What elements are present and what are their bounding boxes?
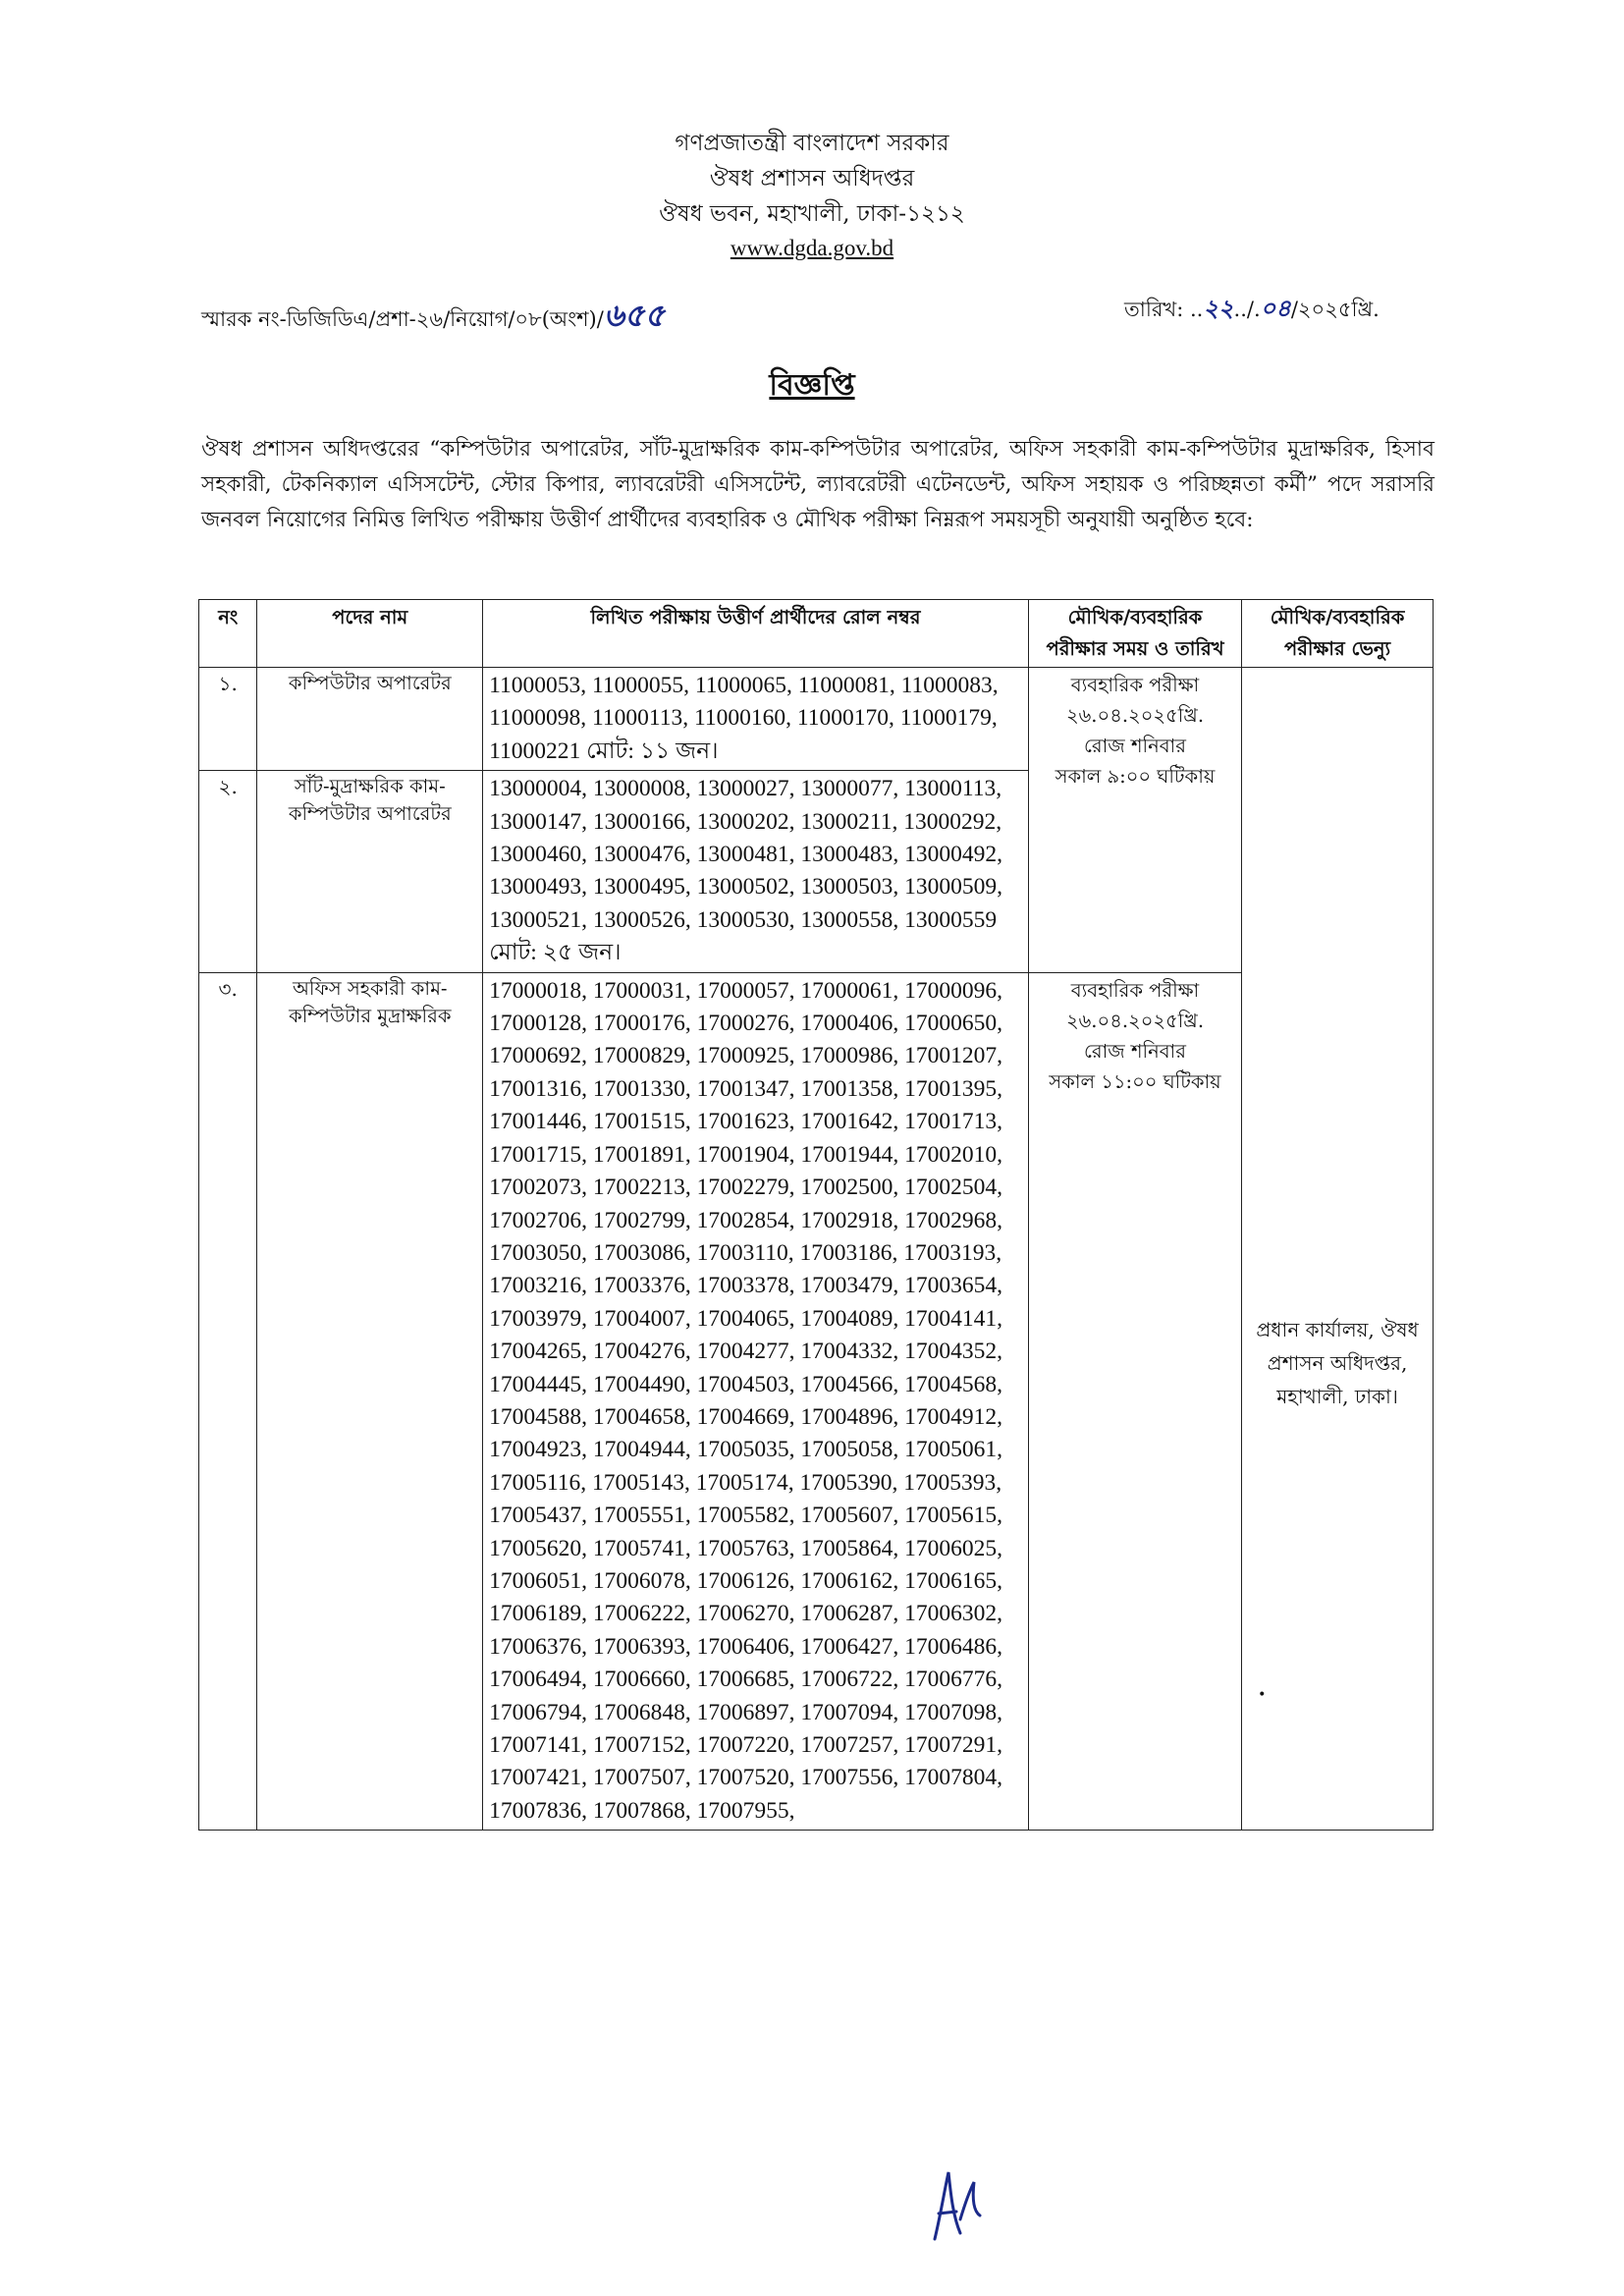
government-name: গণপ্রজাতন্ত্রী বাংলাদেশ সরকার [675, 131, 949, 156]
schedule-day: রোজ শনিবার [1084, 735, 1186, 757]
department-name: ঔষধ প্রশাসন অধিদপ্তর [709, 166, 915, 191]
venue-text: প্রধান কার্যালয়, ঔষধ প্রশাসন অধিদপ্তর, মহাখালী, ঢাকা। [1256, 1318, 1419, 1408]
row-rolls: 17000018, 17000031, 17000057, 17000061, 17000096, 17000128, 17000176, 17000276, 17000406, 17000650, 17000692, 17000829, 17000925, 17000986, 17001207, 17001316, 17001330, 17001347, 17001358, 17001395, 17001446, 17001515, 17001623, 17001642, 17001713, 17001715, 17001891, 17001904, 17001944, 17002010, 17002073, 17002213, 17002279, 17002500, 17002504, 17002706, 17002799, 17002854, 17002918, 17002968, 17003050, 17003086, 17003110, 17003186, 17003193, 17003216, 17003376, 17003378, 17003479, 17003654, 17003979, 17004007, 17004065, 17004089, 17004141, 17004265, 17004276, 17004277, 17004332, 17004352, 17004445, 17004490, 17004503, 17004566, 17004568, 17004588, 17004658, 17004669, 17004896, 17004912, 17004923, 17004944, 17005035, 17005058, 17005061, 17005116, 17005143, 17005174, 17005390, 17005393, 17005437, 17005551, 17005582, 17005607, 17005615, 17005620, 17005741, 17005763, 17005864, 17006025, 17006051, 17006078, 17006126, 17006162, 17006165, 17006189, 17006222, 17006270, 17006287, 17006302, 17006376, 17006393, 17006406, 17006427, 17006486, 17006494, 17006660, 17006685, 17006722, 17006776, 17006794, 17006848, 17006897, 17007094, 17007098, 17007141, 17007152, 17007220, 17007257, 17007291, 17007421, 17007507, 17007520, 17007556, 17007804, 17007836, 17007868, 17007955, [483, 972, 1029, 1831]
notice-title [0, 361, 1624, 411]
header-venue: মৌখিক/ব্যবহারিক পরীক্ষার ভেন্যু [1242, 600, 1434, 668]
schedule-cell-2 [1028, 972, 1241, 1831]
website-link[interactable]: www.dgda.gov.bd [730, 236, 894, 260]
letterhead [0, 126, 1624, 265]
stray-mark: • [1258, 1687, 1267, 1703]
schedule-cell-1 [1028, 668, 1241, 973]
row-post: সাঁট-মুদ্রাক্ষরিক কাম-কম্পিউটার অপারেটর [257, 771, 483, 972]
schedule-date: ২৬.০৪.২০২৫খ্রি. [1065, 1009, 1205, 1032]
signature-initials [923, 2160, 992, 2253]
date-year: /২০২৫খ্রি. [1290, 298, 1380, 321]
date-label: তারিখ: .. [1124, 298, 1204, 321]
header-rolls: লিখিত পরীক্ষায় উত্তীর্ণ প্রার্থীদের রোল নম্বর [483, 600, 1029, 668]
notice-title-text: বিজ্ঞপ্তি [769, 368, 855, 403]
schedule-type: ব্যবহারিক পরীক্ষা [1070, 978, 1200, 1002]
schedule-day: রোজ শনিবার [1084, 1039, 1186, 1063]
table-header-row [199, 600, 1434, 668]
venue-cell [1242, 668, 1434, 1831]
schedule-time: সকাল ১১:০০ ঘটিকায় [1049, 1069, 1221, 1093]
address: ঔষধ ভবন, মহাখালী, ঢাকা-১২১২ [659, 201, 965, 227]
header-post: পদের নাম [257, 600, 483, 668]
table-row [199, 668, 1434, 771]
row-serial: ৩. [199, 972, 257, 1831]
schedule-time: সকাল ৯:০০ ঘটিকায় [1055, 765, 1216, 788]
memo-number [201, 291, 665, 344]
row-rolls: 11000053, 11000055, 11000065, 11000081, 11000083, 11000098, 11000113, 11000160, 11000170, 11000179, 11000221 মোট: ১১ জন। [483, 668, 1029, 771]
signature-icon [923, 2160, 992, 2249]
header-serial: নং [199, 600, 257, 668]
date-month: ০৪ [1260, 294, 1291, 322]
issue-date [1124, 291, 1380, 330]
intro-paragraph: ঔষধ প্রশাসন অধিদপ্তরের “কম্পিউটার অপারেটর, সাঁট-মুদ্রাক্ষরিক কাম-কম্পিউটার অপারেটর, অফিস সহকারী কাম-কম্পিউটার মুদ্রাক্ষরিক, হিসাব সহকারী, টেকনিক্যাল এসিসটেন্ট, স্টোর কিপার, ল্যাবরেটরী এসিসটেন্ট, ল্যাবরেটরী এটেনডেন্ট, অফিস সহায়ক ও পরিচ্ছন্নতা কর্মী” পদে সরাসরি জনবল নিয়োগের নিমিত্ত লিখিত পরীক্ষায় উত্তীর্ণ প্রার্থীদের ব্যবহারিক ও মৌখিক পরীক্ষা নিম্নরূপ সময়সূচী অনুযায়ী অনুষ্ঠিত হবে: [201, 437, 1435, 532]
schedule-type: ব্যবহারিক পরীক্ষা [1070, 674, 1200, 696]
memo-prefix: স্মারক নং-ডিজিডিএ/প্রশা-২৬/নিয়োগ/০৮(অংশ)/ [201, 307, 604, 331]
row-serial: ১. [199, 668, 257, 771]
row-rolls: 13000004, 13000008, 13000027, 13000077, 13000113, 13000147, 13000166, 13000202, 13000211, 13000292, 13000460, 13000476, 13000481, 13000483, 13000492, 13000493, 13000495, 13000502, 13000503, 13000509, 13000521, 13000526, 13000530, 13000558, 13000559 মোট: ২৫ জন। [483, 771, 1029, 972]
schedule-date: ২৬.০৪.২০২৫খ্রি. [1065, 704, 1205, 727]
row-post: অফিস সহকারী কাম-কম্পিউটার মুদ্রাক্ষরিক [257, 972, 483, 1831]
row-serial: ২. [199, 771, 257, 972]
results-table [198, 599, 1434, 1831]
row-post: কম্পিউটার অপারেটর [257, 668, 483, 771]
date-separator: ../. [1233, 298, 1261, 321]
header-time: মৌখিক/ব্যবহারিক পরীক্ষার সময় ও তারিখ [1028, 600, 1241, 668]
memo-handwritten-number: ৬৫৫ [603, 297, 666, 334]
date-day: ২২ [1203, 294, 1234, 322]
